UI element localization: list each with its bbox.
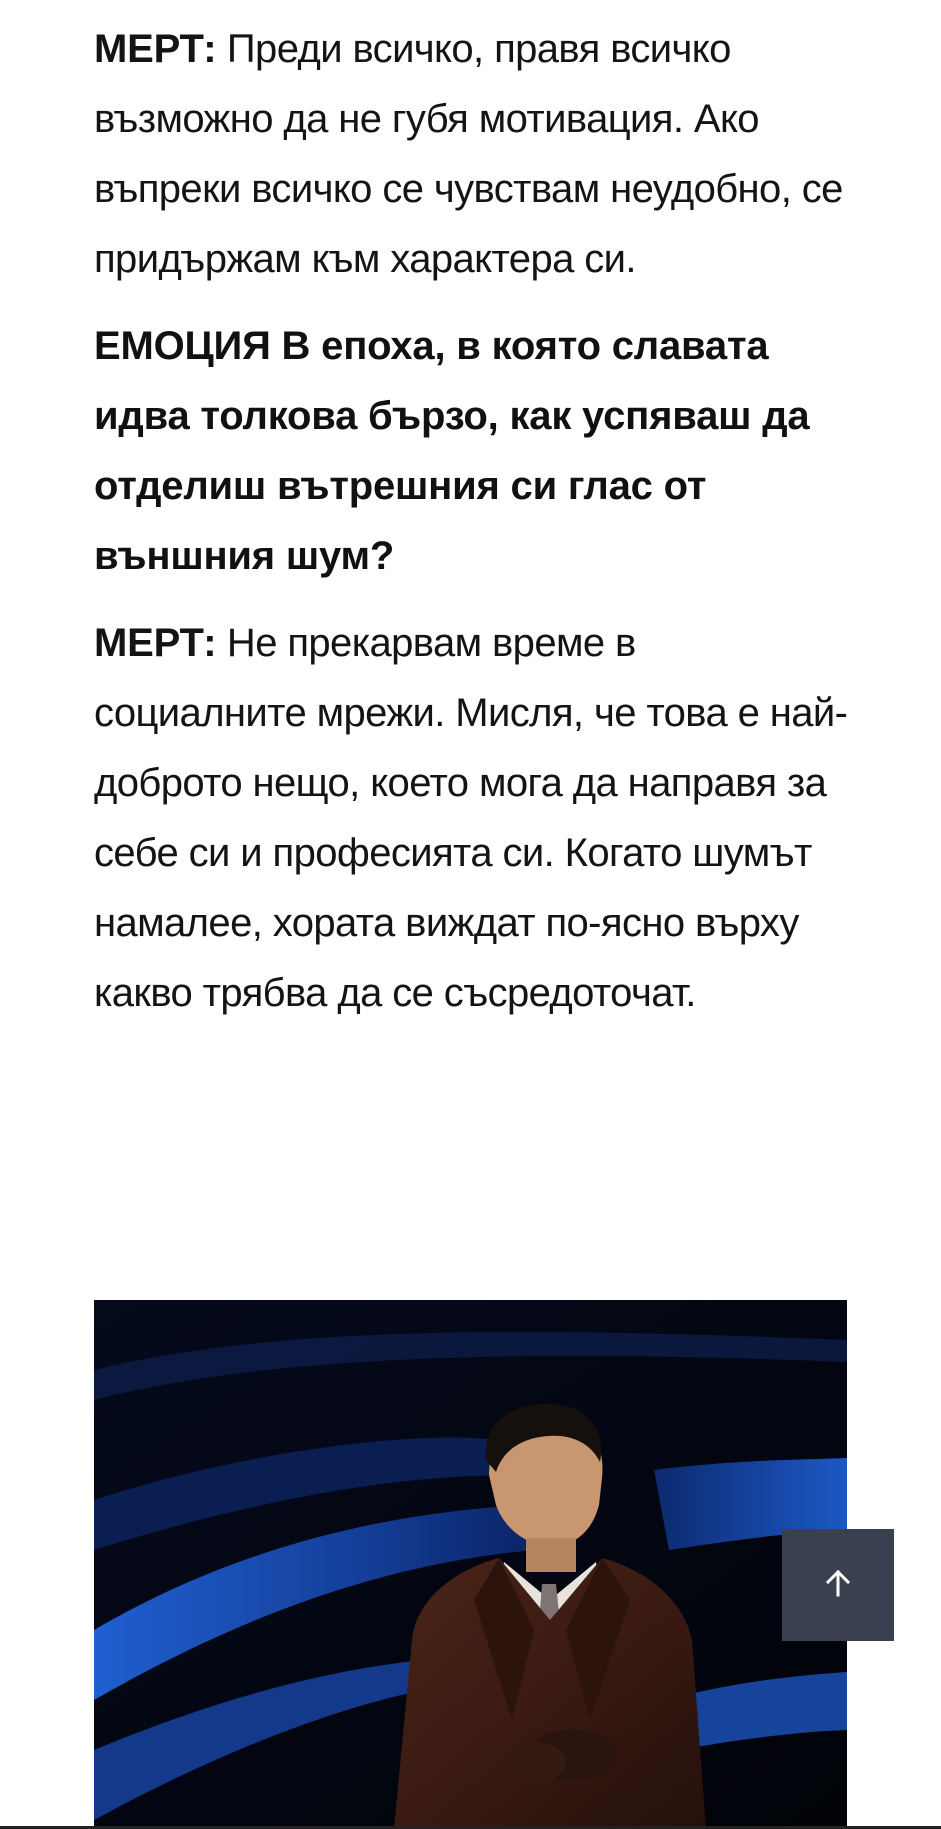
interview-question: ЕМОЦИЯ В епоха, в която славата идва толкова бързо, как успяваш да отделиш вътрешния си глас от външния шум? — [94, 324, 810, 578]
answer-paragraph-2 — [94, 608, 854, 1028]
arrow-up-icon — [823, 1568, 853, 1603]
answer-paragraph-1 — [94, 14, 854, 294]
answer-text: Не прекарвам време в социалните мрежи. Мисля, че това е най-доброто нещо, което мога да направя за себе си и професията си. Когато шумът намалее, хората виждат по-ясно върху какво трябва да се съсредоточат. — [94, 621, 848, 1015]
speaker-label: МЕРТ: — [94, 27, 217, 71]
article-photo — [94, 1300, 847, 1829]
speaker-label: МЕРТ: — [94, 621, 217, 665]
answer-text: Преди всичко, правя всичко възможно да не губя мотивация. Ако въпреки всичко се чувствам неудобно, се придържам към характера си. — [94, 27, 843, 281]
article-body — [94, 14, 854, 1028]
scroll-to-top-button[interactable] — [782, 1529, 894, 1641]
